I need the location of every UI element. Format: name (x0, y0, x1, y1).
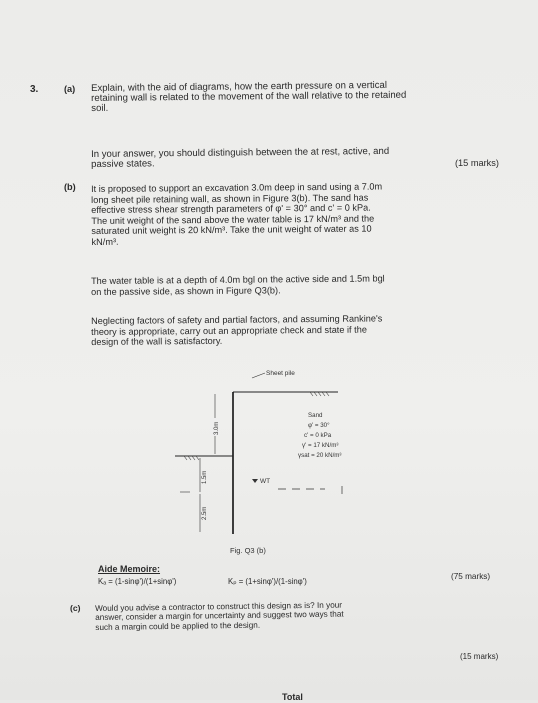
kp-formula: Kₚ = (1+sinφ')/(1-sinφ') (228, 577, 307, 586)
footer-partial-text: Total (282, 692, 303, 702)
soil-sat-unit-weight: γsat = 20 kN/m³ (298, 452, 342, 459)
part-b-line: effective stress shear strength parameters of φ' = 30° and c' = 0 kPa. (91, 202, 371, 216)
part-b-line: on the passive side, as shown in Figure Q3(b). (91, 284, 281, 297)
part-b-line: The unit weight of the sand above the water table is 17 kN/m³ and the (91, 213, 375, 226)
part-b-marks: (75 marks) (451, 572, 491, 581)
part-a-line: Explain, with the aid of diagrams, how the earth pressure on a vertical (90, 79, 388, 94)
dim-embedment-label: 2.5m (202, 506, 208, 520)
soil-unit-weight: γ' = 17 kN/m³ (302, 442, 339, 449)
ka-formula: Kₐ = (1-sinφ')/(1+sinφ') (98, 577, 177, 586)
soil-phi: φ' = 30° (308, 422, 330, 429)
part-b-line: long sheet pile retaining wall, as shown in Figure 3(b). The sand has (91, 192, 369, 205)
dim-excavation-label: 3.0m (214, 421, 220, 435)
part-a-answer-guidance (91, 147, 389, 171)
part-c-line: answer, consider a margin for uncertainty and suggest two ways that (95, 609, 344, 623)
part-a-line: retaining wall is related to the movement of the wall relative to the retained (91, 89, 407, 105)
part-b-label: (b) (64, 182, 76, 192)
part-a-question (91, 81, 406, 115)
soil-type: Sand (308, 412, 323, 419)
part-c-marks: (15 marks) (460, 652, 499, 661)
part-b-line: Neglecting factors of safety and partial factors, and assuming Rankine's (91, 313, 383, 326)
sheet-pile-label: Sheet pile (266, 370, 295, 377)
excavation-hatch (184, 456, 199, 460)
part-a-label: (a) (64, 84, 76, 94)
part-a-line: soil. (91, 103, 109, 115)
part-a-guidance-line: passive states. (91, 158, 155, 171)
part-c-label: (c) (70, 603, 81, 613)
part-c-line: Would you advise a contractor to construct this design as is? In your (95, 600, 343, 613)
part-a-guidance-line: In your answer, you should distinguish between the at rest, active, and (90, 145, 390, 160)
part-b-line: It is proposed to support an excavation 3.0m deep in sand using a 7.0m (91, 181, 383, 194)
sheet-pile-leader (252, 373, 265, 378)
soil-cohesion: c' = 0 kPa (304, 432, 332, 439)
question-number: 3. (30, 84, 39, 95)
aide-memoire-title: Aide Memoire: (98, 564, 161, 574)
part-a-marks: (15 marks) (455, 158, 499, 168)
part-b-line: The water table is at a depth of 4.0m bgl on the active side and 1.5m bgl (91, 273, 385, 286)
part-c-line: such a margin could be applied to the design. (95, 620, 261, 632)
part-b-line: saturated unit weight is 20 kN/m³. Take the unit weight of water as 10 (91, 223, 372, 237)
figure-caption: Fig. Q3 (b) (230, 546, 266, 555)
part-b-line: theory is appropriate, carry out an appropriate check and state if the (91, 324, 367, 337)
figure-q3b (160, 362, 390, 562)
part-b-paragraph-1 (91, 181, 383, 247)
part-b-line: kN/m³. (91, 236, 119, 247)
water-table-triangle (252, 479, 258, 483)
part-c-question (95, 601, 344, 633)
water-table-label: WT (260, 478, 271, 485)
part-b-paragraph-3 (91, 313, 383, 347)
dim-water-passive-label: 1.5m (202, 470, 208, 484)
part-b-line: design of the wall is satisfactory. (91, 336, 223, 348)
soil-properties (298, 412, 342, 459)
part-b-paragraph-2 (91, 273, 385, 297)
ground-hatch (310, 392, 329, 396)
